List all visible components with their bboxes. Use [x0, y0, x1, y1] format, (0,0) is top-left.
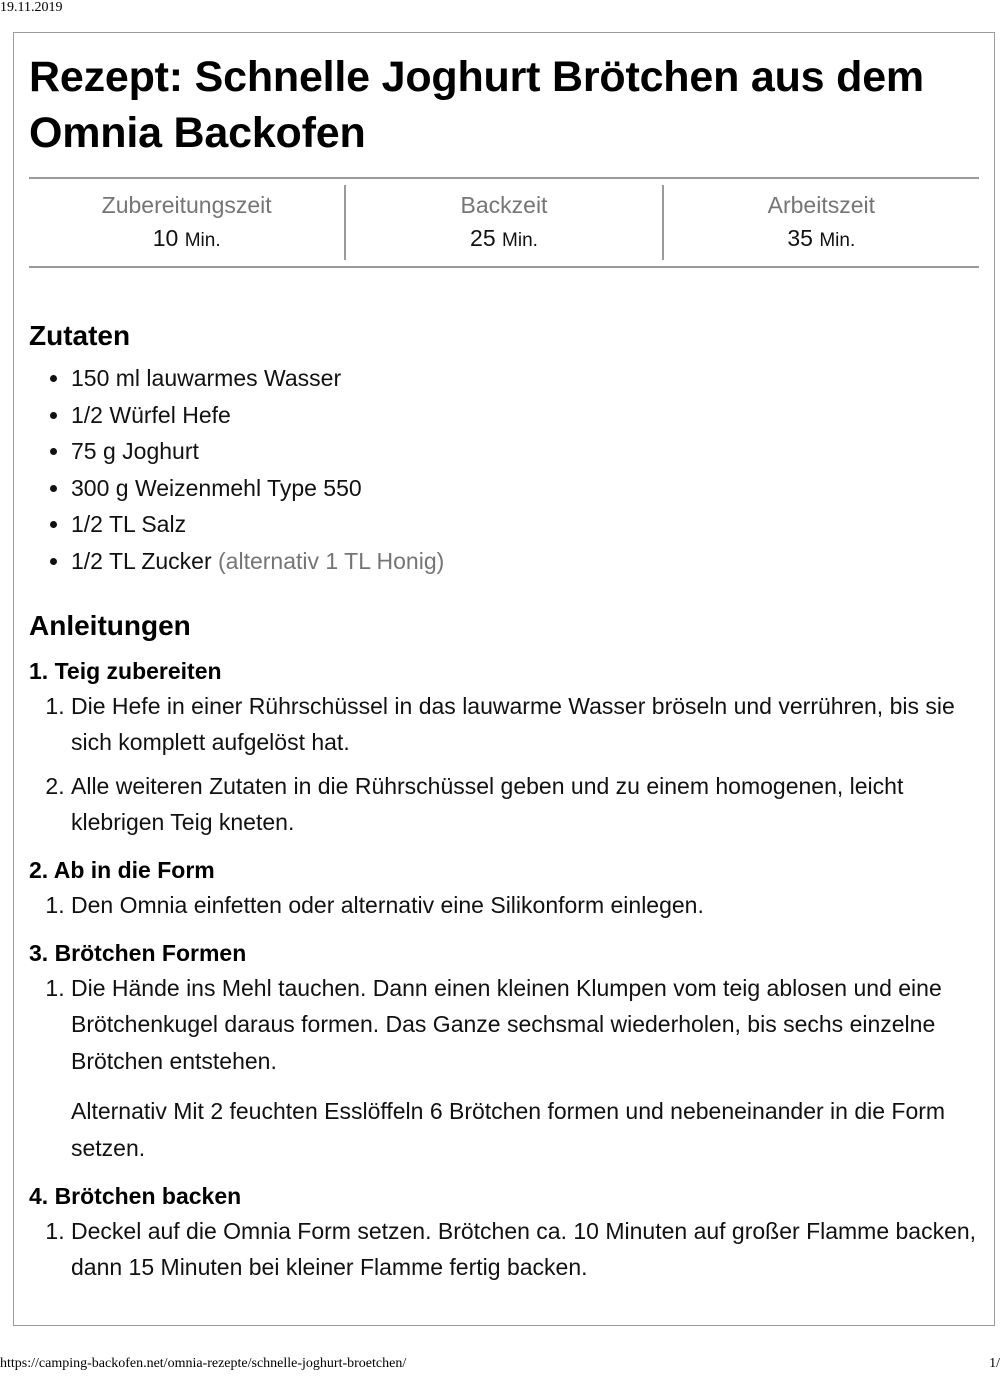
instruction-steps — [29, 688, 979, 841]
instruction-step-text: 1. Den Omnia einfetten oder alternativ eine Silikonform einlegen. — [71, 891, 704, 918]
instruction-group — [29, 855, 979, 924]
ingredient-item — [71, 543, 979, 580]
ingredient-item — [71, 360, 979, 397]
ingredients-list — [29, 360, 979, 580]
instruction-step — [71, 688, 979, 761]
instruction-groups — [29, 656, 979, 1286]
time-number: 25 — [470, 225, 496, 251]
instruction-steps — [29, 970, 979, 1167]
instruction-step — [71, 970, 979, 1167]
instruction-group-title: 2. Ab in die Form — [29, 856, 215, 883]
instruction-group-title: 3. Brötchen Formen — [29, 939, 247, 966]
time-number: 35 — [787, 225, 813, 251]
total-time — [664, 185, 979, 260]
ingredient-item — [71, 433, 979, 470]
instruction-step-text: 2. Alle weiteren Zutaten in die Rührschüssel geben und zu einem homogenen, leicht klebrigen Teig kneten. — [71, 772, 904, 836]
instruction-group — [29, 938, 979, 1167]
recipe-title: Rezept: Schnelle Joghurt Brötchen aus dem Omnia Backofen — [29, 53, 924, 157]
ingredient-text: 150 ml lauwarmes Wasser — [71, 365, 342, 391]
instruction-step — [71, 1213, 979, 1286]
instruction-step — [71, 887, 979, 924]
instruction-group-title: 4. Brötchen backen — [29, 1182, 242, 1209]
print-url: https://camping-backofen.net/omnia-rezepte/schnelle-joghurt-broetchen/ — [0, 1356, 407, 1371]
time-number: 10 — [152, 225, 179, 251]
ingredients-heading: Zutaten — [29, 320, 131, 351]
time-unit: Min. — [184, 230, 221, 251]
ingredient-text: 1/2 TL Salz — [71, 511, 187, 538]
bake-time — [346, 185, 663, 260]
ingredient-item — [71, 506, 979, 543]
instruction-step-text: 1. Die Hände ins Mehl tauchen. Dann einen kleinen Klumpen vom teig ablosen und eine Brötchenkugel daraus formen. Das Ganze sechsmal wiederholen, bis sechs einzelne Brötchen entstehen. — [71, 974, 942, 1074]
instruction-group-title: 1. Teig zubereiten — [29, 657, 222, 684]
ingredient-item — [71, 470, 979, 507]
time-value — [346, 223, 661, 256]
print-page-number: 1/ — [989, 1356, 1000, 1371]
ingredient-text: 300 g Weizenmehl Type 550 — [71, 474, 362, 501]
ingredient-text: 1/2 Würfel Hefe — [71, 401, 231, 428]
instruction-step-text: Alternativ Mit 2 feuchten Esslöffeln 6 Brötchen formen und nebeneinander in die Form setzen. — [71, 1098, 946, 1161]
recipe-times — [29, 177, 979, 268]
instruction-step-text: 1. Deckel auf die Omnia Form setzen. Brötchen ca. 10 Minuten auf großer Flamme backen, dann 15 Minuten bei kleiner Flamme fertig backen. — [71, 1217, 977, 1281]
prep-time — [29, 185, 346, 260]
time-value — [29, 223, 344, 256]
time-unit: Min. — [502, 230, 538, 251]
time-value — [664, 223, 979, 256]
time-label: Zubereitungszeit — [101, 192, 272, 218]
time-label: Backzeit — [460, 192, 548, 218]
ingredient-item — [71, 397, 979, 434]
time-unit: Min. — [819, 230, 856, 251]
instruction-group — [29, 656, 979, 841]
instruction-steps — [29, 1213, 979, 1286]
time-label: Arbeitszeit — [767, 192, 875, 218]
ingredient-text: 75 g Joghurt — [71, 438, 199, 465]
instruction-step-text: 1. Die Hefe in einer Rührschüssel in das lauwarme Wasser bröseln und verrühren, bis sie sich komplett aufgelöst hat. — [71, 692, 955, 756]
instruction-group — [29, 1181, 979, 1286]
instruction-step — [71, 768, 979, 841]
print-date: 19.11.2019 — [0, 0, 63, 15]
ingredient-text: 1/2 TL Zucker — [71, 547, 212, 574]
ingredient-note: (alternativ 1 TL Honig) — [218, 547, 445, 574]
instruction-steps — [29, 887, 979, 924]
instructions-heading: Anleitungen — [29, 609, 191, 641]
recipe-card — [13, 32, 995, 1326]
